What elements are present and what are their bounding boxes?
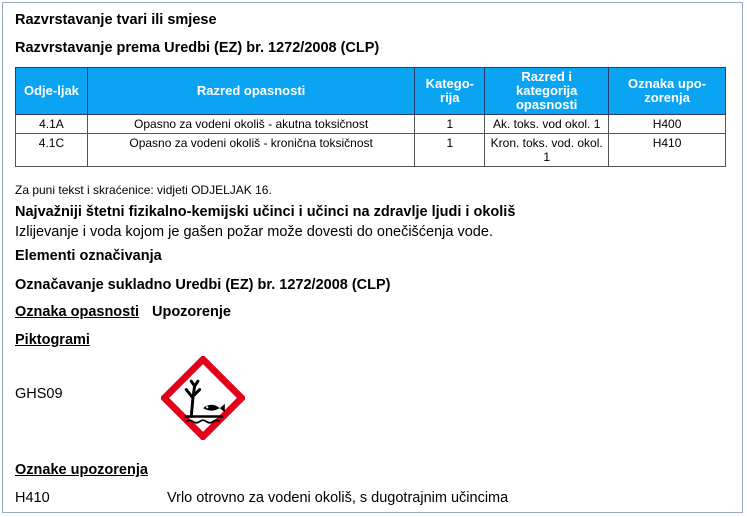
labelling-heading: Elementi označivanja [15, 248, 162, 264]
pictogram-code: GHS09 [15, 386, 63, 402]
col-header-category: Katego-rija [415, 68, 485, 115]
signal-word-label: Oznaka opasnosti [15, 304, 140, 320]
effects-text: Izlijevanje i voda kojom je gašen požar može dovesti do onečišćenja vode. [15, 224, 493, 240]
cell-category: 1 [415, 115, 485, 134]
cell-section: 4.1C [16, 134, 88, 167]
hazard-statement-text: Vrlo otrovno za vodeni okoliš, s dugotrajnim učincima [167, 490, 509, 506]
labelling-clp-heading: Označavanje sukladno Uredbi (EZ) br. 1272/2008 (CLP) [15, 277, 391, 293]
effects-heading: Najvažniji štetni fizikalno-kemijski učinci i učinci na zdravlje ljudi i okoliš [15, 204, 516, 220]
full-text-note: Za puni tekst i skraćenice: vidjeti ODJELJAK 16. [15, 183, 272, 197]
cell-category: 1 [415, 134, 485, 167]
environment-hazard-icon [161, 356, 245, 440]
clp-classification-title: Razvrstavanje prema Uredbi (EZ) br. 1272/2008 (CLP) [15, 40, 380, 56]
cell-hazard-class: Opasno za vodeni okoliš - akutna toksičnost [87, 115, 414, 134]
cell-class-category: Kron. toks. vod. okol. 1 [485, 134, 609, 167]
col-header-hazard-class: Razred opasnosti [87, 68, 414, 115]
hazard-statement-code: H410 [15, 490, 50, 506]
cell-class-category: Ak. toks. vod okol. 1 [485, 115, 609, 134]
signal-word-value: Upozorenje [152, 304, 231, 320]
col-header-hazard-statement: Oznaka upo-zorenja [609, 68, 726, 115]
pictograms-heading: Piktogrami [15, 332, 90, 348]
cell-section: 4.1A [16, 115, 88, 134]
sds-section-page [2, 2, 743, 513]
col-header-class-category: Razred i kategorija opasnosti [485, 68, 609, 115]
table-row [16, 115, 726, 134]
hazard-statements-heading: Oznake upozorenja [15, 462, 148, 478]
table-header-row [16, 68, 726, 115]
section-title: Razvrstavanje tvari ili smjese [15, 12, 217, 28]
col-header-section: Odje-ljak [16, 68, 88, 115]
table-row [16, 134, 726, 167]
cell-hazard-statement: H410 [609, 134, 726, 167]
cell-hazard-statement: H400 [609, 115, 726, 134]
cell-hazard-class: Opasno za vodeni okoliš - kronična toksičnost [87, 134, 414, 167]
classification-table [15, 67, 726, 167]
